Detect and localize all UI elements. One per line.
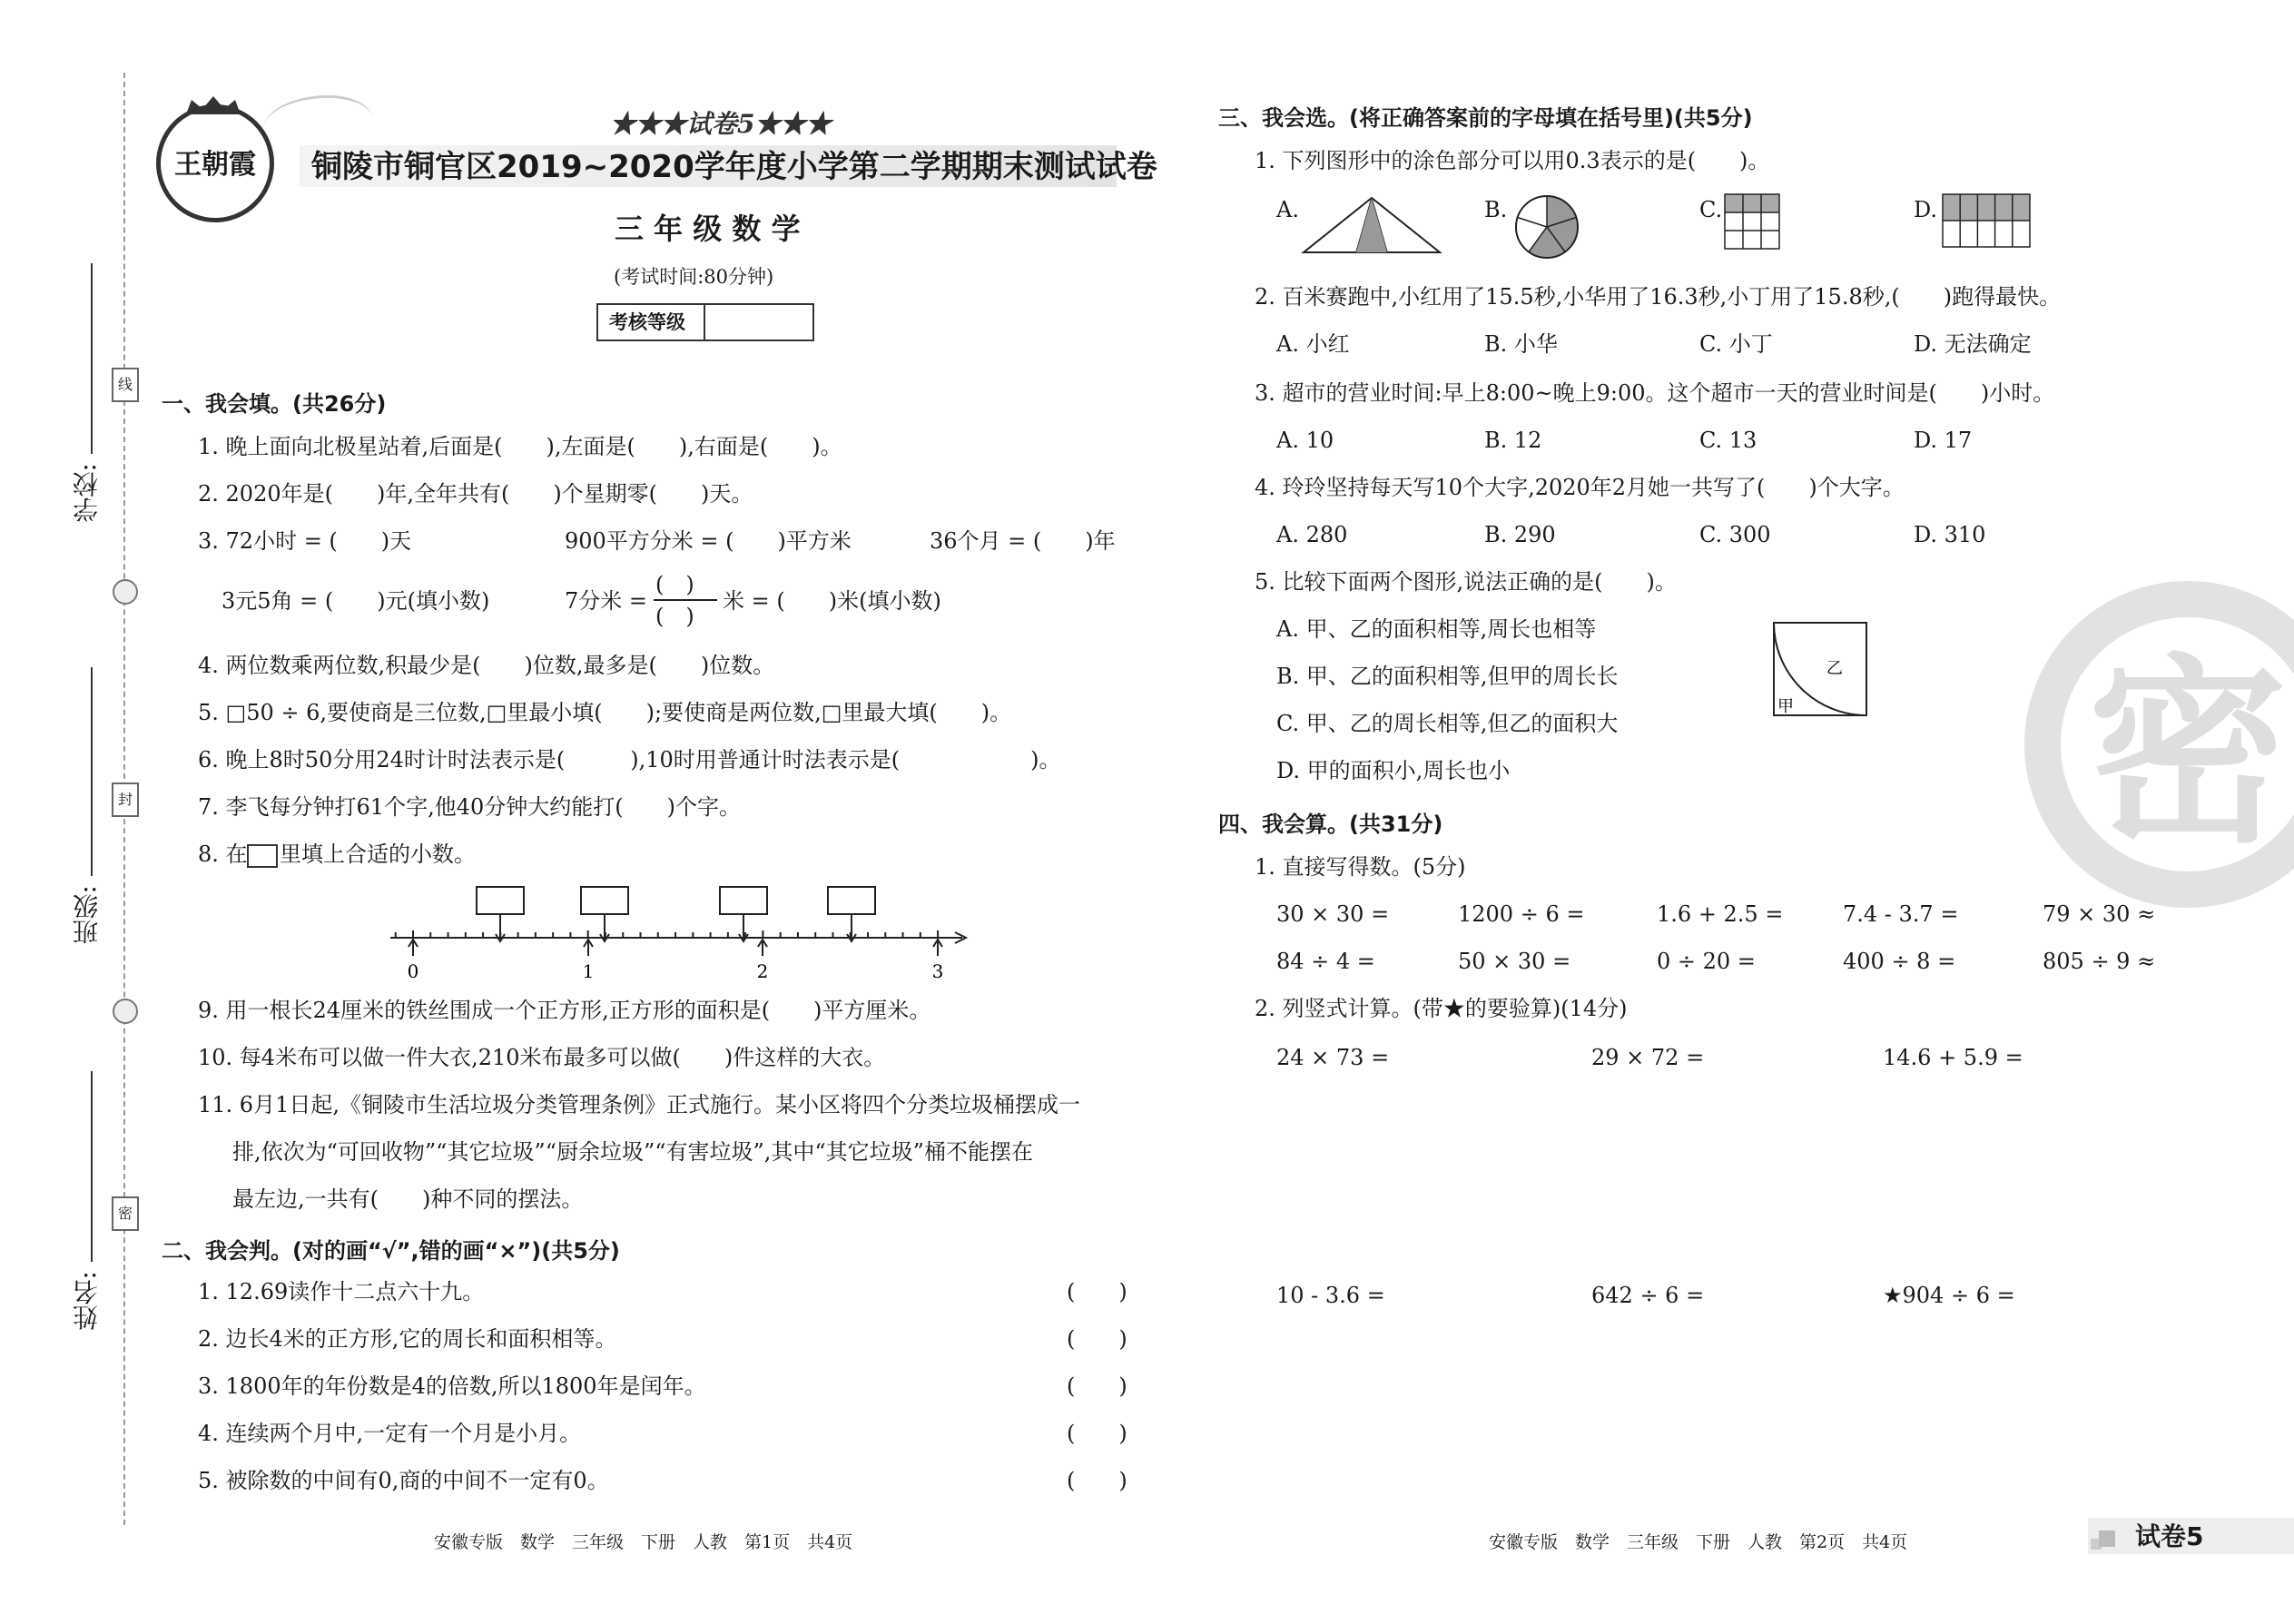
fraction-numerator: ( ) [655,572,694,597]
numberline-answer-box-1 [477,887,524,914]
section1-title: 一、我会填。(共26分) [162,391,387,417]
name-label: 姓名: [72,1271,102,1331]
school-label: 学校: [72,463,102,523]
s1-q9: 9. 用一根长24厘米的铁丝围成一个正方形,正方形的面积是( )平方厘米。 [198,998,931,1023]
s3-q4-opt-a: A. 280 [1276,522,1348,547]
s1-q6: 6. 晚上8时50分用24时计时法表示是( ),10时用普通计时法表示是( )。 [198,747,1061,773]
numberline-label-3: 3 [931,960,944,982]
s1-q11-line2: 排,依次为“可回收物”“其它垃圾”“厨余垃圾”“有害垃圾”,其中“其它垃圾”桶不能摆在 [232,1139,1033,1165]
s3-q5: 5. 比较下面两个图形,说法正确的是( )。 [1255,569,1677,595]
vertical-calc-4: 10 - 3.6 = [1276,1283,1385,1308]
s3-q5-opt-a: A. 甲、乙的面积相等,周长也相等 [1276,616,1597,642]
judge-answer-2[interactable]: ( ) [1067,1326,1127,1352]
s3-q5-opt-b: B. 甲、乙的面积相等,但甲的周长长 [1276,664,1619,689]
s3-q3-opt-d: D. 17 [1914,428,1973,453]
paper-number-tag: ★★★试卷5★★★ [610,109,832,139]
vertical-calc-2: 29 × 72 = [1591,1045,1705,1070]
s1-q3b: 900平方分米 = ( )平方米 [565,528,852,554]
s1-q3d: 3元5角 = ( )元(填小数) [222,588,490,614]
s3-q3-opt-a: A. 10 [1276,428,1334,453]
s1-q5: 5. □50 ÷ 6,要使商是三位数,□里最小填( );要使商是两位数,□里最大填( )。 [198,700,1012,725]
number-line [381,885,971,985]
calc-r1-c1: 30 × 30 = [1276,901,1390,927]
numberline-label-2: 2 [756,960,769,982]
s1-q4: 4. 两位数乘两位数,积最少是( )位数,最多是( )位数。 [198,653,775,678]
judge-item-4: 4. 连续两个月中,一定有一个月是小月。 [198,1421,582,1446]
s1-q11-line1: 11. 6月1日起,《铜陵市生活垃圾分类管理条例》正式施行。某小区将四个分类垃圾桶摆成一 [198,1092,1080,1117]
s3-q2-opt-c: C. 小丁 [1699,331,1773,357]
calc-r2-c5: 805 ÷ 9 ≈ [2043,949,2156,974]
s3-q3-opt-b: B. 12 [1484,428,1542,453]
s3-q3-opt-c: C. 13 [1699,428,1757,453]
watermark-seal [2024,581,2294,908]
s1-q2: 2. 2020年是( )年,全年共有( )个星期零( )天。 [198,481,753,507]
circle-figure [1514,194,1580,260]
numberline-answer-box-4 [828,887,875,914]
numberline-label-0: 0 [407,960,419,982]
s1-q1: 1. 晚上面向北极星站着,后面是( ),左面是( ),右面是( )。 [198,434,842,459]
logo-crown-icon [186,96,241,114]
binding-hole-1 [113,579,138,605]
s3-q2-opt-b: B. 小华 [1484,331,1558,357]
s4-part1: 1. 直接写得数。(5分) [1255,854,1466,880]
class-label: 班级: [72,885,102,945]
calc-r1-c5: 79 × 30 ≈ [2043,901,2156,927]
school-line [91,263,93,454]
q8-inline-box [247,844,278,868]
footer-page2: 安徽专版 数学 三年级 下册 人教 第2页 共4页 [1489,1532,1908,1552]
judge-item-3: 3. 1800年的年份数是4的倍数,所以1800年是闰年。 [198,1373,706,1399]
judge-answer-3[interactable]: ( ) [1067,1373,1127,1399]
judge-item-5: 5. 被除数的中间有0,商的中间不一定有0。 [198,1468,609,1493]
judge-answer-5[interactable]: ( ) [1067,1468,1127,1493]
grade-label: 考核等级 [609,311,685,333]
s1-q3a: 3. 72小时 = ( )天 [198,528,412,554]
judge-item-1: 1. 12.69读作十二点六十九。 [198,1279,485,1304]
s1-q3c: 36个月 = ( )年 [930,528,1116,554]
numberline-label-1: 1 [582,960,595,982]
fraction-bar [654,599,717,601]
numberline-answer-box-2 [581,887,628,914]
exam-title: 铜陵市铜官区2019~2020学年度小学第二学期期末测试试卷 [311,149,1157,185]
judge-answer-4[interactable]: ( ) [1067,1421,1127,1446]
seal-mark-feng: 封 [112,782,139,817]
s3-q2: 2. 百米赛跑中,小红用了15.5秒,小华用了16.3秒,小丁用了15.8秒,( )跑得最快。 [1255,284,2062,310]
s1-q11-line3: 最左边,一共有( )种不同的摆法。 [232,1186,584,1212]
numberline-answer-box-3 [720,887,767,914]
s3-q5-opt-c: C. 甲、乙的周长相等,但乙的面积大 [1276,711,1619,736]
publisher-logo [156,104,274,222]
calc-r1-c3: 1.6 + 2.5 = [1657,901,1784,927]
s1-q3e-post: 米 = ( )米(填小数) [723,588,941,614]
calc-r1-c4: 7.4 - 3.7 = [1843,901,1959,927]
s3-q1-opt-d: D. [1914,197,1938,222]
s3-q1-opt-b: B. [1484,197,1508,222]
s3-q2-opt-a: A. 小红 [1276,331,1350,357]
s3-q4-opt-c: C. 300 [1699,522,1771,547]
s4-part2: 2. 列竖式计算。(带★的要验算)(14分) [1255,996,1628,1021]
logo-text: 王朝霞 [174,149,256,181]
label-yi: 乙 [1826,659,1843,678]
seal-mark-xian: 线 [112,368,139,402]
section4-title: 四、我会算。(共31分) [1218,812,1443,837]
footer-page1: 安徽专版 数学 三年级 下册 人教 第1页 共4页 [434,1532,853,1552]
fraction-denominator: ( ) [655,604,694,629]
footer-tag: 试卷5 [2135,1521,2204,1551]
s3-q1-opt-a: A. [1276,197,1299,222]
s3-q3: 3. 超市的营业时间:早上8:00~晚上9:00。这个超市一天的营业时间是( )小时。 [1255,380,2055,406]
judge-item-2: 2. 边长4米的正方形,它的周长和面积相等。 [198,1326,617,1352]
subject-title: 三 年 级 数 学 [615,212,801,246]
s3-q4: 4. 玲玲坚持每天写10个大字,2020年2月她一共写了( )个大字。 [1255,475,1905,500]
jia-yi-figure [1772,621,1868,719]
vertical-calc-1: 24 × 73 = [1276,1045,1390,1070]
calc-r2-c1: 84 ÷ 4 = [1276,949,1375,974]
s3-q4-opt-b: B. 290 [1484,522,1556,547]
name-line [91,1071,93,1262]
label-jia: 甲 [1777,697,1794,716]
calc-r1-c2: 1200 ÷ 6 = [1458,901,1585,927]
grade-input[interactable] [705,305,812,340]
triangle-figure [1304,196,1440,256]
judge-answer-1[interactable]: ( ) [1067,1279,1127,1304]
section3-title: 三、我会选。(将正确答案前的字母填在括号里)(共5分) [1218,105,1753,131]
footer-tag-squares [2099,1530,2115,1547]
calc-r2-c2: 50 × 30 = [1458,949,1571,974]
seal-mark-mi: 密 [112,1196,139,1231]
class-line [91,667,93,876]
integer-up-arrows [409,940,942,956]
ribbon-decoration [263,95,372,153]
s3-q2-opt-d: D. 无法确定 [1914,331,2032,357]
answer-boxes [477,887,875,914]
vertical-calc-6: ★904 ÷ 6 = [1883,1283,2015,1308]
s1-q7: 7. 李飞每分钟打61个字,他40分钟大约能打( )个字。 [198,794,741,820]
numberline-ticks [396,930,938,938]
vertical-calc-5: 642 ÷ 6 = [1591,1283,1705,1308]
s3-q5-opt-d: D. 甲的面积小,周长也小 [1276,758,1511,783]
vertical-calc-3: 14.6 + 5.9 = [1883,1045,2023,1070]
section2-title: 二、我会判。(对的画“√”,错的画“×”)(共5分) [162,1238,620,1264]
s3-q4-opt-d: D. 310 [1914,522,1986,547]
grid-figure-d [1943,194,2030,247]
s1-q10: 10. 每4米布可以做一件大衣,210米布最多可以做( )件这样的大衣。 [198,1045,886,1070]
s3-q1: 1. 下列图形中的涂色部分可以用0.3表示的是( )。 [1255,148,1770,173]
watermark-char: 密 [2088,637,2289,870]
s1-q8-post: 里填上合适的小数。 [280,842,476,867]
grid-figure-c [1725,194,1779,249]
s1-q3e-pre: 7分米 = [565,588,648,614]
calc-r2-c4: 400 ÷ 8 = [1843,949,1956,974]
s1-q8-pre: 8. 在 [198,842,248,867]
binding-hole-2 [113,999,138,1024]
calc-r2-c3: 0 ÷ 20 = [1657,949,1756,974]
s3-q1-opt-c: C. [1699,197,1723,222]
exam-time-note: (考试时间:80分钟) [614,266,774,288]
grade-box [596,303,814,341]
